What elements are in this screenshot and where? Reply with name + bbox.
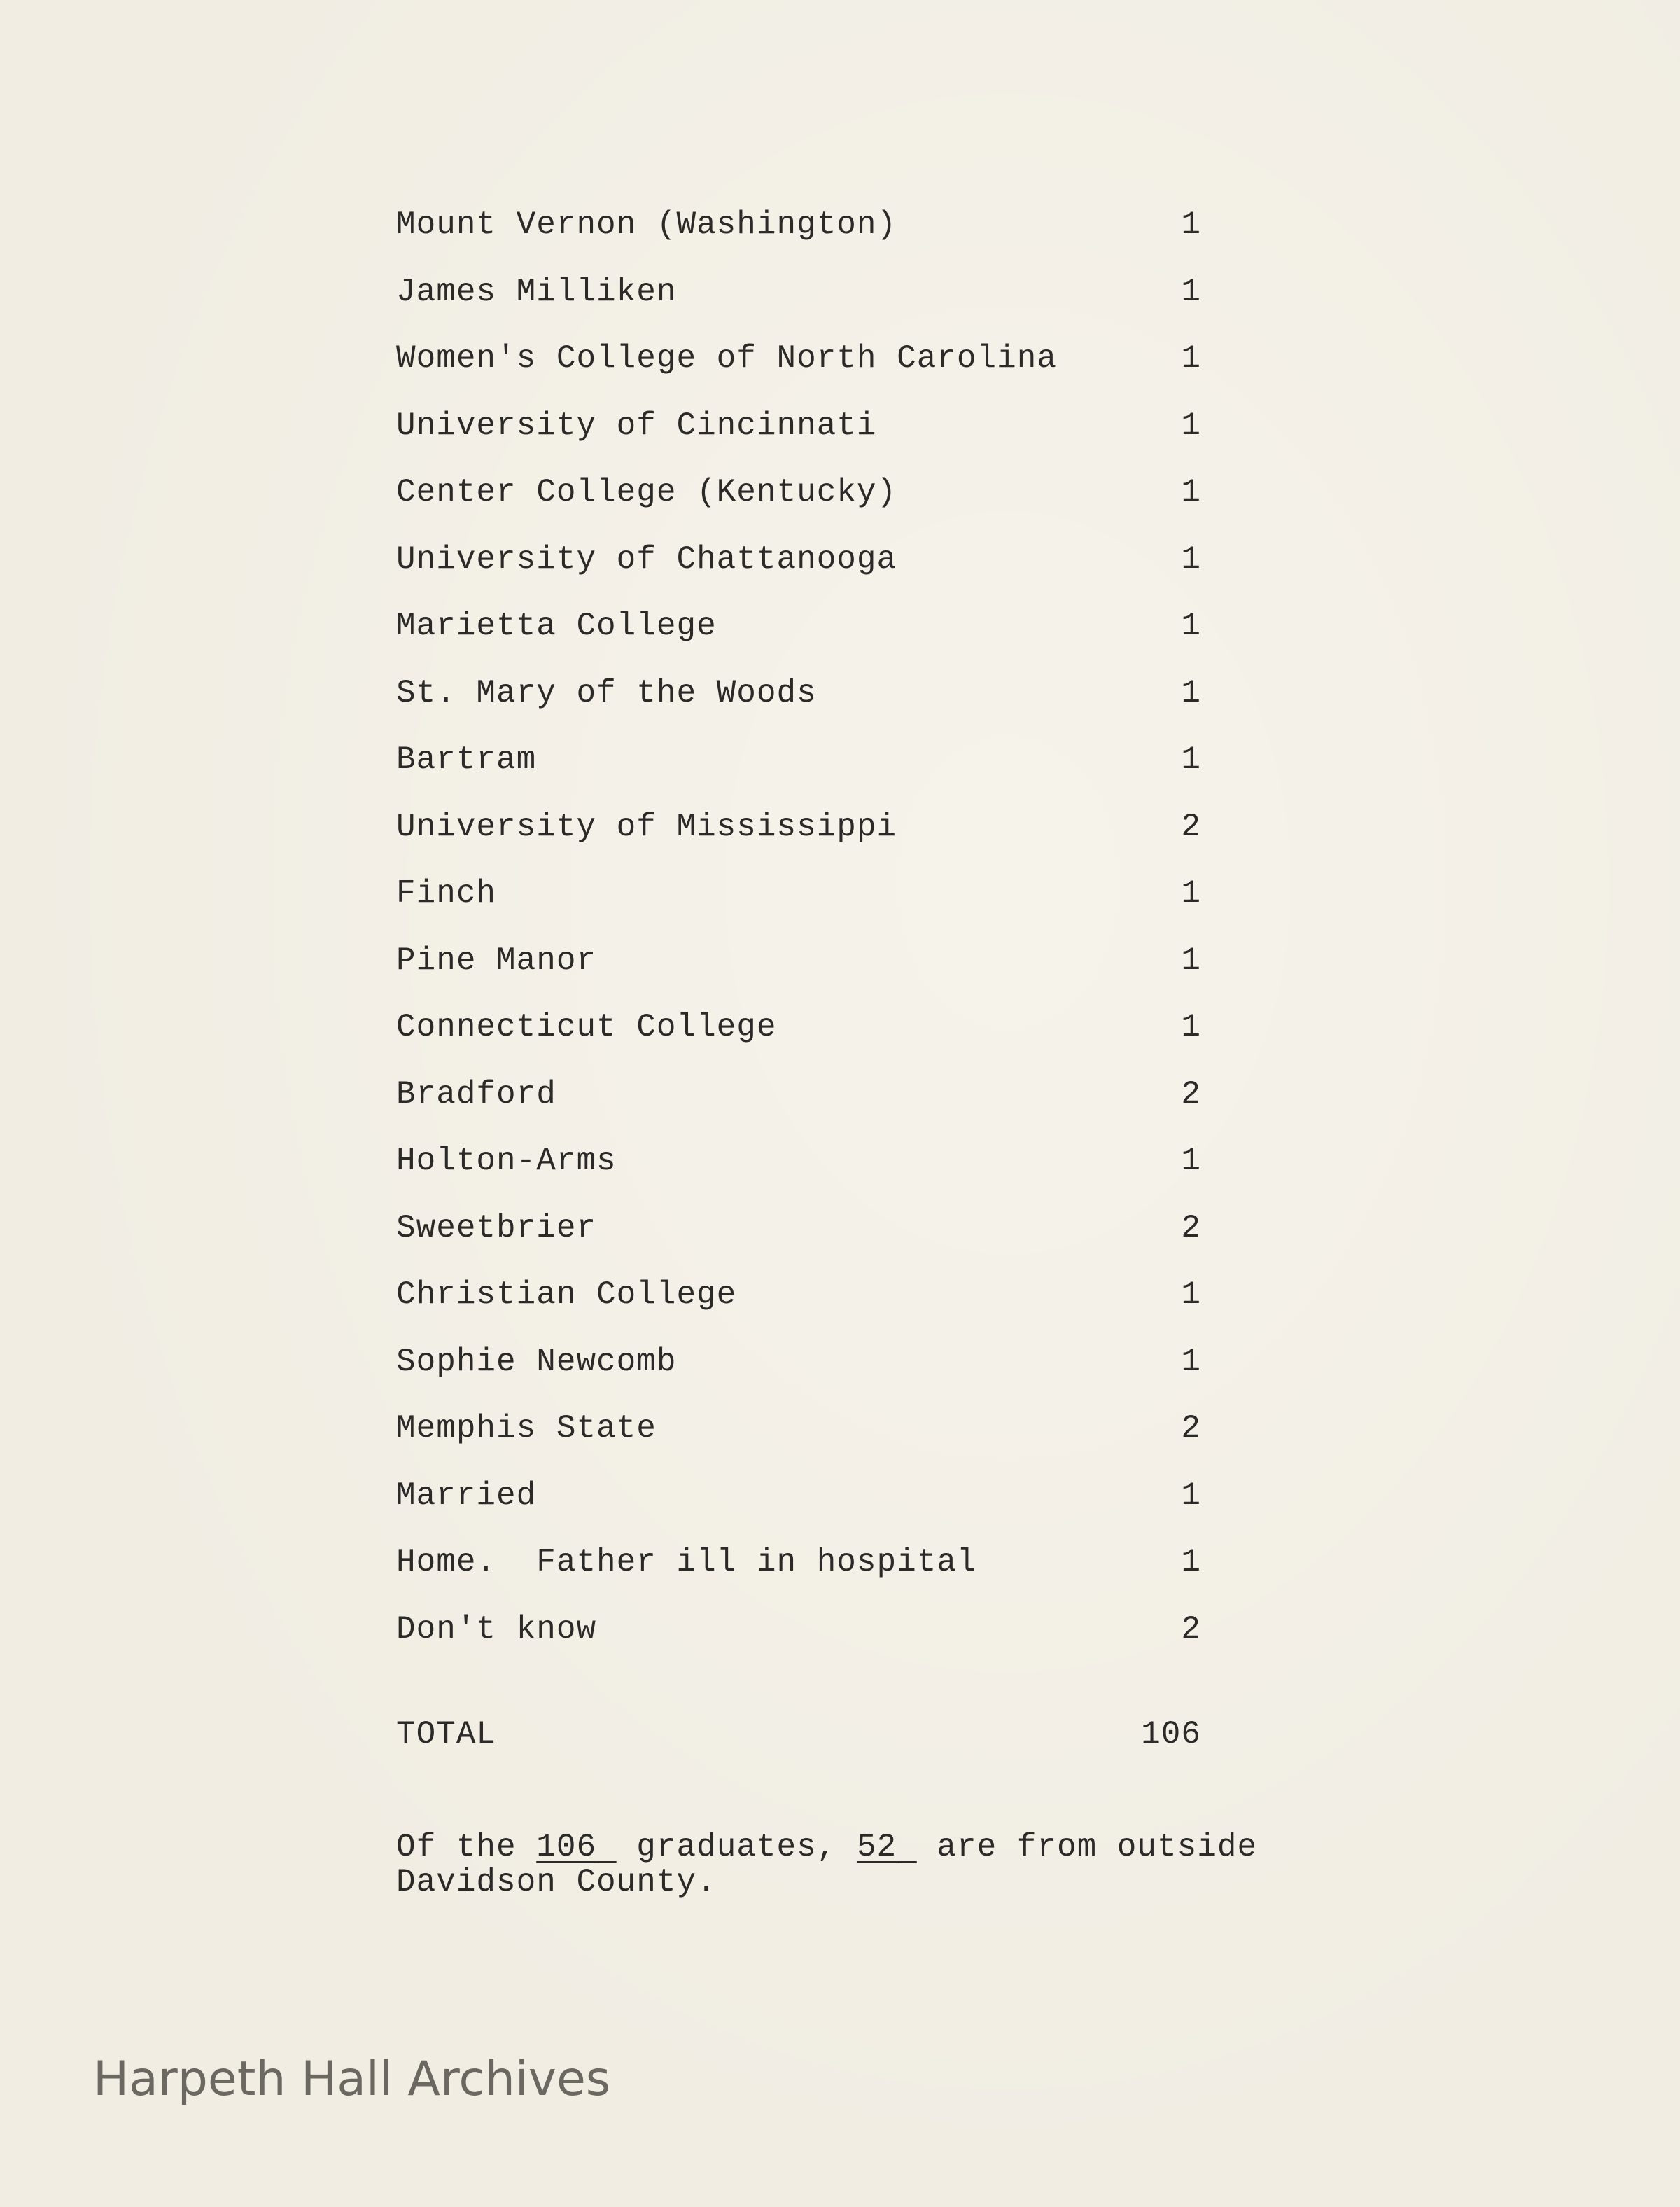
institution-name: Sophie Newcomb (396, 1343, 677, 1380)
list-item (396, 875, 1201, 942)
outside-count: 52 (856, 1829, 897, 1865)
list-item (396, 1611, 1201, 1678)
student-count: 2 (1181, 1610, 1201, 1648)
student-count: 2 (1181, 1075, 1201, 1113)
summary-text-line2: Davidson County. (396, 1864, 717, 1900)
list-item (396, 408, 1201, 475)
institution-name: Mount Vernon (Washington) (396, 207, 897, 243)
institution-name: Married (396, 1477, 537, 1514)
student-count: 1 (1181, 1477, 1201, 1514)
student-count: 1 (1181, 742, 1201, 778)
institution-name: Pine Manor (396, 942, 597, 979)
student-count: 1 (1181, 1009, 1201, 1045)
student-count: 1 (1181, 1276, 1201, 1313)
list-item (396, 207, 1201, 274)
list-item (396, 340, 1201, 408)
student-count: 1 (1181, 340, 1201, 377)
list-item (396, 1544, 1201, 1611)
institution-name: Center College (Kentucky) (396, 474, 897, 510)
list-item (396, 474, 1201, 541)
list-item (396, 1210, 1201, 1277)
student-count: 2 (1181, 1410, 1201, 1447)
graduates-count: 106 (536, 1829, 597, 1865)
institution-name: Sweetbrier (396, 1209, 597, 1246)
summary-paragraph (396, 1830, 1306, 1900)
institution-name: University of Chattanooga (396, 541, 897, 578)
list-item (396, 274, 1201, 341)
archive-watermark: Harpeth Hall Archives (93, 2052, 611, 2107)
student-count: 2 (1181, 1209, 1201, 1246)
student-count: 1 (1181, 207, 1201, 243)
institution-name: Bradford (396, 1075, 556, 1113)
institution-name: James Milliken (396, 273, 677, 310)
institution-name: Memphis State (396, 1410, 657, 1447)
student-count: 1 (1181, 674, 1201, 711)
total-label: TOTAL (396, 1716, 497, 1753)
institution-name: Marietta College (396, 608, 717, 644)
student-count: 1 (1181, 273, 1201, 310)
institution-name: University of Cincinnati (396, 407, 877, 444)
institution-name: University of Mississippi (396, 808, 897, 845)
list-item (396, 1276, 1201, 1344)
list-item (396, 1009, 1201, 1076)
student-count: 2 (1181, 808, 1201, 845)
institution-name: Connecticut College (396, 1009, 777, 1045)
total-row (396, 1716, 1201, 1758)
list-item (396, 809, 1201, 876)
list-item (396, 1477, 1201, 1545)
list-item (396, 675, 1201, 742)
college-list (396, 207, 1201, 1678)
institution-name: Christian College (396, 1276, 737, 1313)
student-count: 1 (1181, 474, 1201, 510)
student-count: 1 (1181, 407, 1201, 444)
list-item (396, 541, 1201, 608)
student-count: 1 (1181, 608, 1201, 644)
institution-name: Home. Father ill in hospital (396, 1544, 977, 1580)
summary-text-1: Of the (396, 1829, 537, 1865)
list-item (396, 942, 1201, 1010)
institution-name: Don't know (396, 1610, 597, 1648)
student-count: 1 (1181, 1544, 1201, 1580)
list-item (396, 1344, 1201, 1411)
institution-name: Holton-Arms (396, 1143, 617, 1179)
list-item (396, 608, 1201, 675)
list-item (396, 1410, 1201, 1477)
total-value: 106 (1141, 1716, 1201, 1753)
student-count: 1 (1181, 541, 1201, 578)
list-item (396, 742, 1201, 809)
summary-text-2: graduates, (616, 1829, 857, 1865)
list-item (396, 1143, 1201, 1210)
summary-text-3: are from outside (916, 1829, 1258, 1865)
list-item (396, 1076, 1201, 1143)
student-count: 1 (1181, 1343, 1201, 1380)
institution-name: Women's College of North Carolina (396, 340, 1057, 377)
institution-name: St. Mary of the Woods (396, 674, 817, 711)
institution-name: Finch (396, 875, 497, 912)
institution-name: Bartram (396, 742, 537, 778)
student-count: 1 (1181, 875, 1201, 912)
student-count: 1 (1181, 1143, 1201, 1179)
student-count: 1 (1181, 942, 1201, 979)
